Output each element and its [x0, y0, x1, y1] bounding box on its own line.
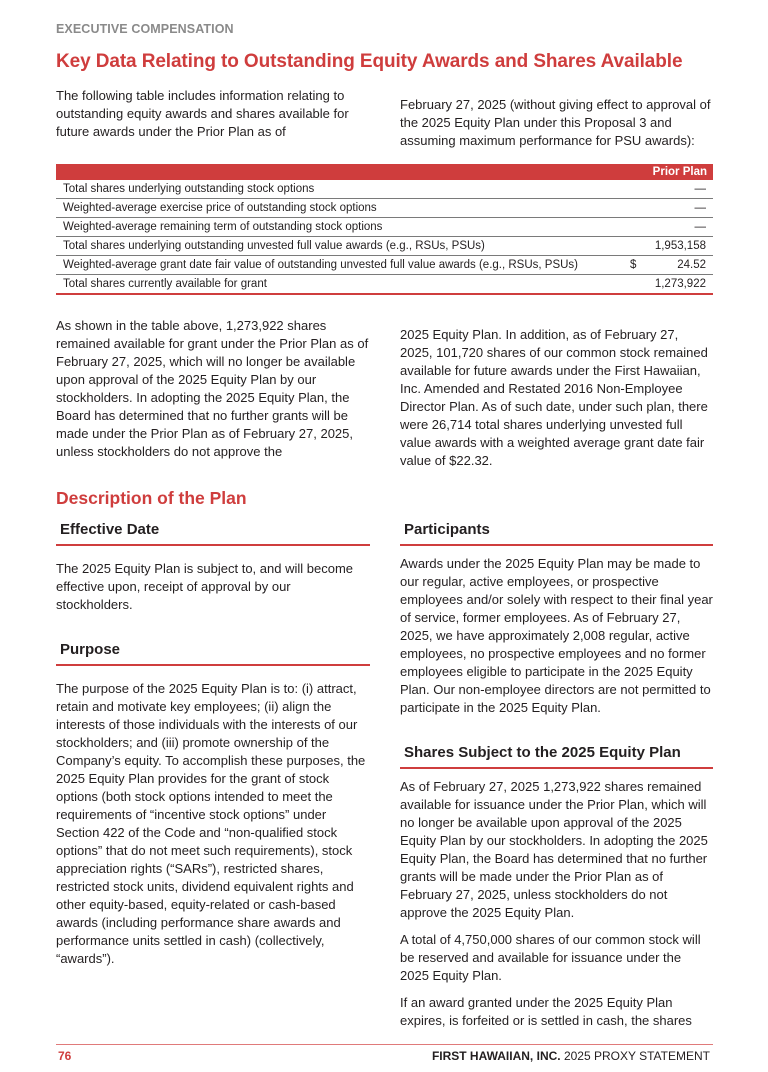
purpose-heading: Purpose — [56, 640, 370, 666]
description-right-column — [400, 520, 713, 1030]
column-header-prior-plan: Prior Plan — [56, 164, 713, 180]
footer-title — [432, 1048, 710, 1064]
purpose-text: The purpose of the 2025 Equity Plan is to: (i) attract, retain and motivate key employees; (ii) align the interests of those individuals with the interests of our stockholders; and (iii) promote ownership of the Company’s equity. To accomplish these purposes, the 2025 Equity Plan provides for the grant of stock options (both stock options intended to meet the requirements of “incentive stock options” under Section 422 of the Code and “non-qualified stock options” that do not meet such requirements), stock appreciation rights (“SARs”), restricted shares, restricted stock units, dividend equivalent rights and other equity-based, equity-related or cash-based awards (including performance share awards and performance units settled in cash) (collectively, “awards”). — [56, 681, 366, 966]
shares-subject-text: If an award granted under the 2025 Equity Plan expires, is forfeited or is settled in cash, the shares — [400, 995, 692, 1028]
row-value: — — [609, 218, 713, 237]
intro-left: The following table includes information relating to outstanding equity awards and shares available for future awards under the Prior Plan as of — [56, 88, 349, 139]
row-value: 1,953,158 — [609, 237, 713, 256]
row-label: Total shares underlying outstanding stock options — [56, 180, 609, 199]
row-value: — — [609, 180, 713, 199]
table-row — [56, 237, 713, 256]
table-row — [56, 180, 713, 199]
intro-right: February 27, 2025 (without giving effect to approval of the 2025 Equity Plan under this Proposal 3 and assuming maximum performance for PSU awards): — [400, 97, 711, 148]
row-label: Total shares currently available for grant — [56, 275, 609, 295]
table-row — [56, 256, 713, 275]
row-label: Total shares underlying outstanding unvested full value awards (e.g., RSUs, PSUs) — [56, 237, 609, 256]
effective-date-text: The 2025 Equity Plan is subject to, and will become effective upon, receipt of approval by our stockholders. — [56, 561, 354, 612]
table-row — [56, 199, 713, 218]
shares-subject-text: A total of 4,750,000 shares of our common stock will be reserved and available for issuance under the 2025 Equity Plan. — [400, 932, 701, 983]
participants-heading: Participants — [400, 520, 713, 546]
row-label: Weighted-average grant date fair value of outstanding unvested full value awards (e.g., RSUs, PSUs) — [56, 256, 609, 275]
after-table-left: As shown in the table above, 1,273,922 shares remained available for grant under the Prior Plan as of February 27, 2025, which will no longer be available upon approval of the 2025 Equity Plan by our stockholders. In adopting the 2025 Equity Plan, the Board has determined that no further grants will be made under the Prior Plan as of February 27, 2025, unless stockholders do not approve the — [56, 318, 369, 459]
shares-subject-section — [400, 743, 713, 1030]
row-value: 1,273,922 — [609, 275, 713, 295]
section-label: EXECUTIVE COMPENSATION — [56, 22, 234, 36]
participants-section — [400, 520, 713, 717]
participants-text: Awards under the 2025 Equity Plan may be made to our regular, active employees, or prospective employees and/or solely with respect to their final year of service, former employees. As of February 27, 2025, we have approximately 2,008 regular, active employees, no prospective employees and no former employees eligible to participate in the 2025 Equity Plan. Our non-employee directors are not permitted to participate in the 2025 Equity Plan. — [400, 556, 713, 715]
intro — [56, 87, 713, 150]
shares-subject-text: As of February 27, 2025 1,273,922 shares remained available for issuance under the Prior Plan, which will no longer be available upon approval of the 2025 Equity Plan by our stockholders. In adopting the 2025 Equity Plan, the Board has determined that no further grants will be made under the Prior Plan as of February 27, 2025, unless stockholders do not approve the 2025 Equity Plan. — [400, 779, 708, 920]
row-label: Weighted-average remaining term of outstanding stock options — [56, 218, 609, 237]
description-columns — [56, 520, 713, 1030]
row-value: — — [609, 199, 713, 218]
table-row — [56, 218, 713, 237]
description-left-column — [56, 520, 370, 1030]
footer — [56, 1030, 713, 1064]
table-row — [56, 275, 713, 295]
purpose-section — [56, 640, 370, 968]
after-table — [56, 317, 713, 470]
page-title: Key Data Relating to Outstanding Equity Awards and Shares Available — [56, 51, 683, 72]
description-heading: Description of the Plan — [56, 488, 247, 508]
after-table-right: 2025 Equity Plan. In addition, as of February 27, 2025, 101,720 shares of our common stock remained available for future awards under the First Hawaiian, Inc. Amended and Restated 2016 Non-Employee Director Plan. As of such date, under such plan, there were 26,714 total shares underlying unvested full value awards with a weighted average grant date fair value of $22.32. — [400, 327, 708, 468]
footer-doc: 2025 PROXY STATEMENT — [563, 1049, 710, 1063]
effective-date-section — [56, 520, 370, 614]
row-label: Weighted-average exercise price of outstanding stock options — [56, 199, 609, 218]
equity-awards-table — [56, 164, 713, 295]
effective-date-heading: Effective Date — [56, 520, 370, 546]
footer-company: FIRST HAWAIIAN, INC. — [431, 1049, 561, 1063]
page-number: 76 — [58, 1049, 72, 1063]
row-value: $ 24.52 — [609, 256, 713, 275]
shares-subject-heading: Shares Subject to the 2025 Equity Plan — [400, 743, 713, 769]
